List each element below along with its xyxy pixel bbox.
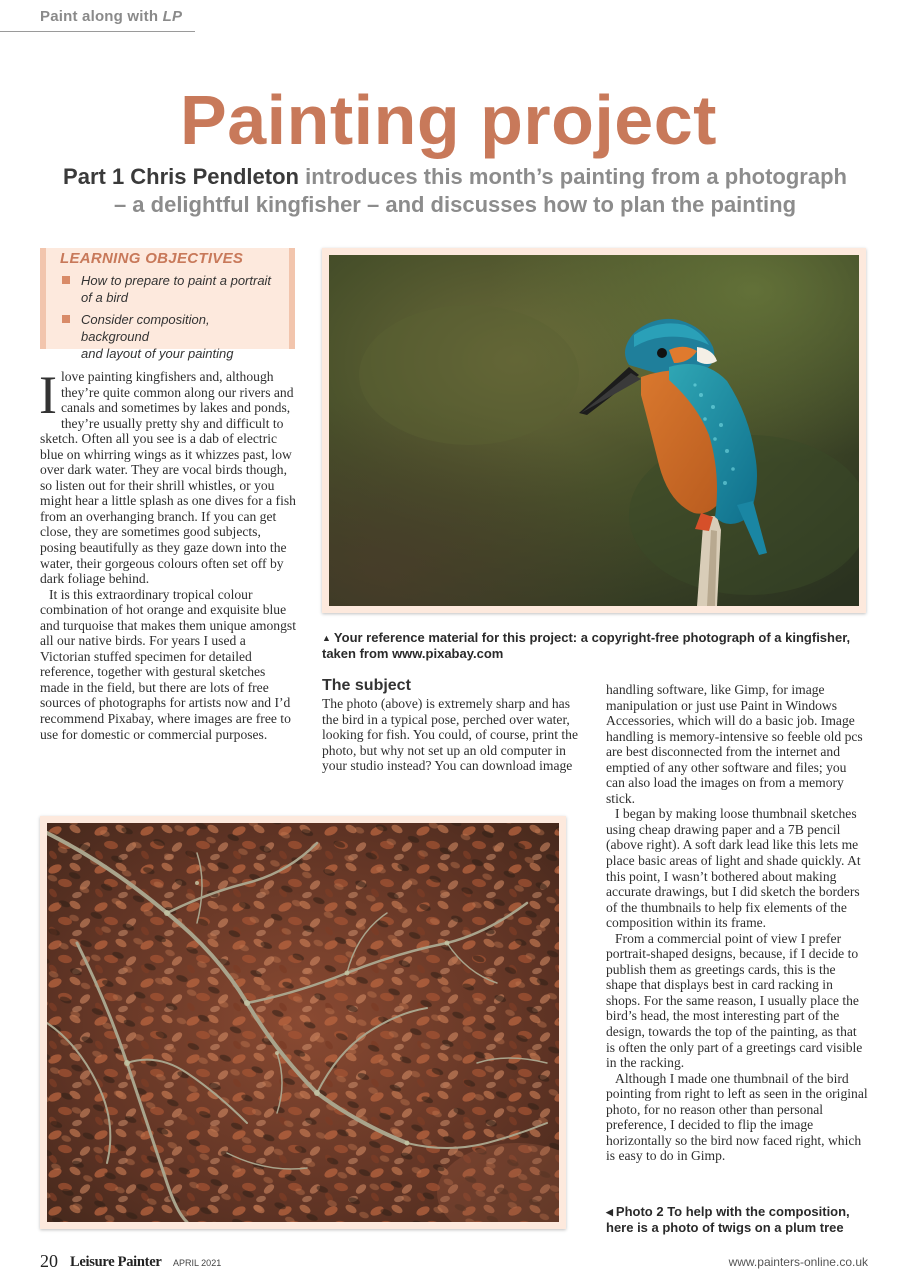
article-paragraph: From a commercial point of view I prefer portrait-shaped designs, because, if I decide to publish them as greetings cards, this is the shape that displays best in card racking in shops. For the same reason, I usually place the bird’s head, the most interesting part of the design, towards the top of the painting, as that is often the only part of a greetings card visible in the racking.	[606, 930, 863, 1071]
article-paragraph: Ilove painting kingfishers and, although they’re quite common along our rivers and canals and sometimes by lakes and ponds, they’re usually pretty shy and difficult to sketch. Often all you see is a dab of electric blue on whirring wings as it whizzes past, low over dark water. They are vocal birds though, so listen out for their shrill whistles, or you might hear a little splash as one dives for a fish from an overhanging branch. If you can get close, they are sometimes good subjects, posing beautifully as they gaze down into the water, their gorgeous colours often set off by dark foliage behind.	[39, 365, 296, 587]
running-head-mark: LP	[162, 8, 183, 25]
article-paragraph: It is this extraordinary tropical colour combination of hot orange and exquisite blue and turquoise that makes them unique amongst all our native birds. For years I used a Victorian stuffed specimen for detailed reference, together with gestural sketches made in the field, but there are lots of free sources of photographs for artists now and I’d recommend Pixabay, where images are free to use for domestic or commercial purposes.	[40, 586, 296, 742]
square-bullet-icon	[62, 276, 70, 284]
running-head-rule	[0, 31, 195, 32]
article-column-3	[606, 682, 868, 1164]
article-paragraph: I began by making loose thumbnail sketches using cheap drawing paper and a 7B pencil (above right). A soft dark lead like this lets me place basic areas of light and shade quickly. At this point, I wasn’t bothered about making accurate drawings, but I did sketch the borders of the thumbnails to help fix elements of the composition within its frame.	[606, 806, 861, 931]
twigs-photo-frame	[40, 816, 566, 1229]
article-paragraph: The photo (above) is extremely sharp and has the bird in a typical pose, perched over water, looking for fish. You could, of course, print the photo, but why not set up an old computer in your studio instead? You can download image	[322, 696, 578, 774]
square-bullet-icon	[62, 315, 70, 323]
twigs-photo-caption: ◀ Photo 2 To help with the composition, here is a photo of twigs on a plum tree	[606, 1204, 850, 1235]
page-number: 20	[40, 1251, 58, 1271]
article-column-2	[322, 676, 578, 774]
standfirst-author: Part 1 Chris Pendleton	[63, 164, 299, 189]
standfirst-line2: – a delightful kingfisher – and discusses how to plan the painting	[113, 192, 797, 217]
kingfisher-photo-caption: ▲ Your reference material for this project: a copyright-free photograph of a kingfisher, taken from www.pixabay.com	[322, 630, 851, 661]
learning-objectives-box	[40, 248, 295, 361]
article-paragraph: Although I made one thumbnail of the bird pointing from right to left as seen in the original photo, for no reason other than personal preference, I decided to flip the image horizontally so the bird now faced right, which is easy to do in Gimp.	[606, 1070, 868, 1164]
magazine-logo: Leisure Painter	[70, 1254, 162, 1270]
learning-objectives-heading: LEARNING OBJECTIVES	[60, 250, 244, 267]
issue-date: APRIL 2021	[173, 1258, 222, 1268]
kingfisher-photo	[329, 255, 859, 606]
twigs-photo	[47, 823, 559, 1222]
drop-cap: I	[39, 365, 57, 425]
page-title: Painting project	[180, 81, 717, 159]
kingfisher-photo-frame	[322, 248, 866, 613]
standfirst-line1: introduces this month’s painting from a photograph	[305, 164, 847, 189]
article-column-1	[39, 365, 296, 742]
section-heading: The subject	[322, 677, 411, 694]
objective-item: Consider composition, background and layout of your painting	[60, 311, 275, 362]
article-paragraph: handling software, like Gimp, for image manipulation or just use Paint in Windows Accessories, which will do a basic job. Image handling is memory-intensive so feeble old pcs are best disconnected from the internet and emptied of any other software and files; you can also load the images on from a memory stick.	[606, 682, 863, 806]
objective-item: How to prepare to paint a portrait of a bird	[60, 272, 275, 306]
standfirst	[60, 163, 850, 219]
triangle-up-icon: ▲	[322, 633, 331, 643]
running-head: Paint along with LP	[40, 8, 183, 25]
triangle-left-icon: ◀	[606, 1207, 613, 1217]
website-url: www.painters-online.co.uk	[728, 1255, 868, 1269]
